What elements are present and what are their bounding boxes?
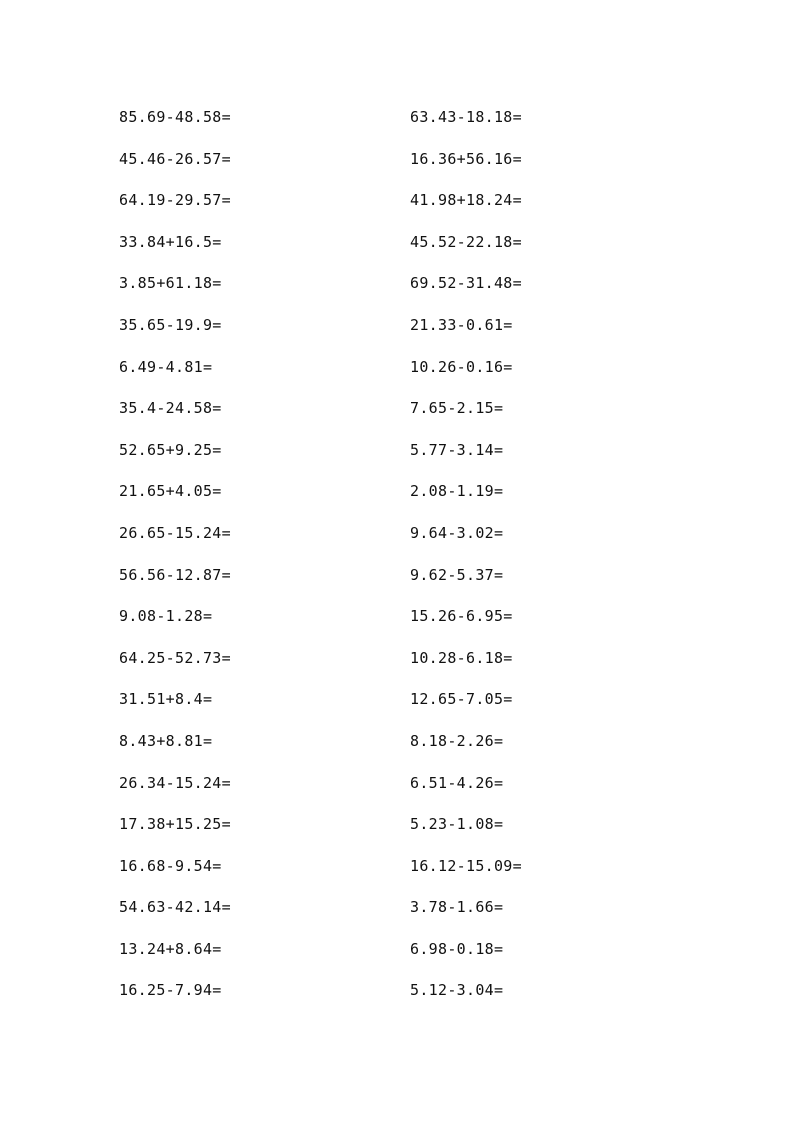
math-problem: 56.56-12.87= <box>119 565 231 584</box>
math-problem: 63.43-18.18= <box>410 108 522 126</box>
math-problem: 26.34-15.24= <box>119 773 231 792</box>
math-problem: 10.26-0.16= <box>410 357 513 376</box>
math-problem: 5.77-3.14= <box>410 440 504 459</box>
math-problem: 9.08-1.28= <box>119 607 213 626</box>
math-problem: 16.68-9.54= <box>119 856 222 875</box>
math-problem: 5.23-1.08= <box>410 815 504 834</box>
math-problem: 8.43+8.81= <box>119 731 213 750</box>
math-problem: 16.36+56.16= <box>410 149 522 168</box>
right-problem-column <box>410 105 670 1020</box>
math-problem: 15.26-6.95= <box>410 607 513 626</box>
math-problem: 69.52-31.48= <box>410 274 522 293</box>
math-problem: 21.33-0.61= <box>410 315 513 334</box>
math-problem: 3.78-1.66= <box>410 898 504 917</box>
math-problem: 64.25-52.73= <box>119 648 231 667</box>
math-problem: 16.12-15.09= <box>410 856 522 875</box>
math-problem: 6.49-4.81= <box>119 357 213 376</box>
math-problem: 33.84+16.5= <box>119 232 222 251</box>
math-problem: 3.85+61.18= <box>119 274 222 293</box>
math-problem: 5.12-3.04= <box>410 981 504 1000</box>
math-problem: 13.24+8.64= <box>119 939 222 958</box>
math-problem: 52.65+9.25= <box>119 440 222 459</box>
math-problem: 17.38+15.25= <box>119 815 231 834</box>
math-problem: 35.65-19.9= <box>119 315 222 334</box>
math-problem: 31.51+8.4= <box>119 690 213 709</box>
math-problem: 85.69-48.58= <box>119 108 231 126</box>
math-problem: 9.64-3.02= <box>410 523 504 542</box>
math-problem: 64.19-29.57= <box>119 191 231 210</box>
math-problem: 45.52-22.18= <box>410 232 522 251</box>
math-problem: 6.51-4.26= <box>410 773 504 792</box>
math-problem: 16.25-7.94= <box>119 981 222 1000</box>
math-problem: 8.18-2.26= <box>410 731 504 750</box>
math-problem: 45.46-26.57= <box>119 149 231 168</box>
math-problem: 6.98-0.18= <box>410 939 504 958</box>
left-problem-column <box>119 105 379 1020</box>
math-problem: 26.65-15.24= <box>119 523 231 542</box>
math-problem: 9.62-5.37= <box>410 565 504 584</box>
math-problem: 35.4-24.58= <box>119 399 222 418</box>
math-problem: 12.65-7.05= <box>410 690 513 709</box>
math-problem: 7.65-2.15= <box>410 399 504 418</box>
math-problem: 54.63-42.14= <box>119 898 231 917</box>
math-problem: 41.98+18.24= <box>410 191 522 210</box>
math-problem: 21.65+4.05= <box>119 482 222 501</box>
math-problem: 2.08-1.19= <box>410 482 504 501</box>
math-problem: 10.28-6.18= <box>410 648 513 667</box>
